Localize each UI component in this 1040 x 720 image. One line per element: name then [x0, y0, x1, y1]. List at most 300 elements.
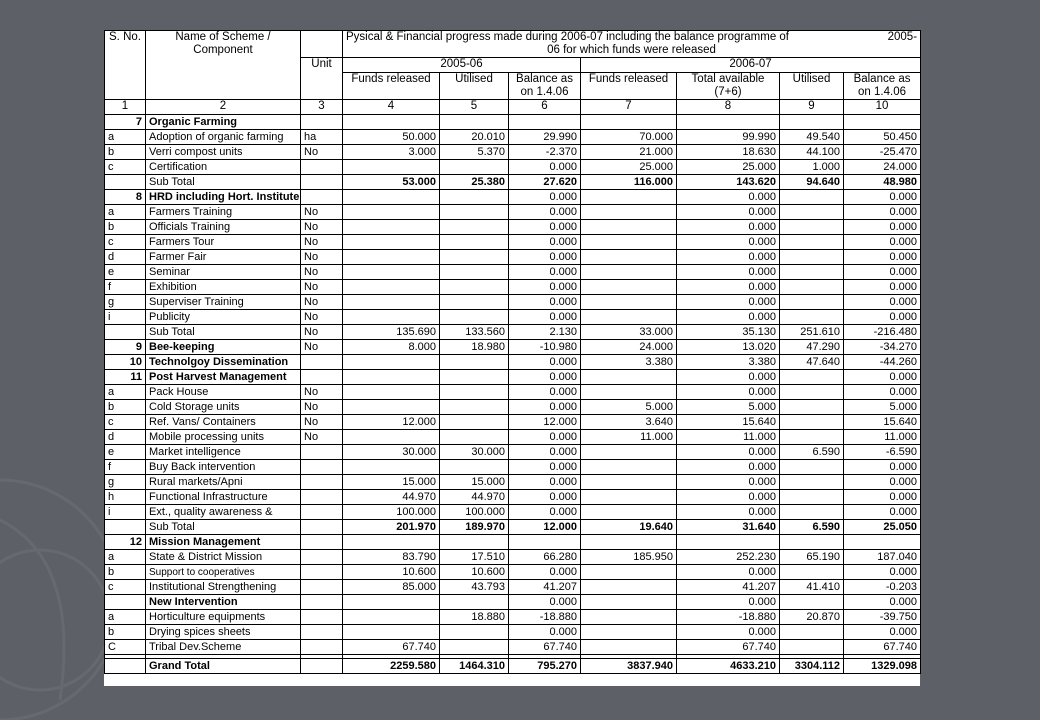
cell-scheme-name: Farmers Training: [146, 205, 301, 220]
table-row: [105, 535, 921, 550]
cell-scheme-name: Technolgoy Dissemination: [146, 355, 301, 370]
cell-value-col5: 20.010: [440, 130, 509, 145]
cell-value-col5: [440, 310, 509, 325]
cell-value-col10: -25.470: [844, 145, 921, 160]
cell-scheme-name: Market intelligence: [146, 445, 301, 460]
cell-value-col4: 100.000: [343, 505, 440, 520]
cell-sno: a: [105, 610, 146, 625]
cell-scheme-name: Ref. Vans/ Containers: [146, 415, 301, 430]
cell-value-col10: 0.000: [844, 490, 921, 505]
cell-value-col7: 19.640: [581, 520, 677, 535]
cell-value-col10: 0.000: [844, 370, 921, 385]
cell-unit: [301, 445, 343, 460]
cell-value-col6: 0.000: [509, 220, 581, 235]
cell-unit: No: [301, 265, 343, 280]
cell-value-col7: 70.000: [581, 130, 677, 145]
cell-value-col7: [581, 250, 677, 265]
table-row: [105, 625, 921, 640]
cell-value-col5: 30.000: [440, 445, 509, 460]
cell-sno: b: [105, 145, 146, 160]
colnum-2: 2: [146, 100, 301, 115]
cell-value-col9: [780, 640, 844, 655]
cell-value-col9: [780, 385, 844, 400]
table-row: [105, 355, 921, 370]
cell-value-col7: [581, 580, 677, 595]
cell-value-col9: [780, 430, 844, 445]
cell-sno: h: [105, 490, 146, 505]
cell-value-col8: 0.000: [677, 625, 780, 640]
cell-value-col10: -39.750: [844, 610, 921, 625]
cell-value-col6: 0.000: [509, 235, 581, 250]
cell-unit: [301, 595, 343, 610]
cell-value-col8: 0.000: [677, 565, 780, 580]
cell-value-col5: 5.370: [440, 145, 509, 160]
cell-value-col5: 10.600: [440, 565, 509, 580]
cell-value-col9: [780, 280, 844, 295]
cell-unit: [301, 580, 343, 595]
cell-value-col7: [581, 370, 677, 385]
cell-unit: [301, 475, 343, 490]
cell-value-col8: -18.880: [677, 610, 780, 625]
cell-sno: e: [105, 445, 146, 460]
cell-value-col10: 50.450: [844, 130, 921, 145]
cell-scheme-name: Exhibition: [146, 280, 301, 295]
cell-scheme-name: New Intervention: [146, 595, 301, 610]
cell-value-col6: 0.000: [509, 595, 581, 610]
cell-value-col10: 0.000: [844, 280, 921, 295]
cell-unit: No: [301, 295, 343, 310]
cell-value-col4: [343, 625, 440, 640]
table-row: [105, 475, 921, 490]
cell-value-col9: [780, 190, 844, 205]
cell-scheme-name: Adoption of organic farming: [146, 130, 301, 145]
table-row: [105, 265, 921, 280]
cell-sno: c: [105, 160, 146, 175]
cell-sno: b: [105, 625, 146, 640]
cell-value-col5: [440, 625, 509, 640]
cell-unit: [301, 175, 343, 190]
grand-total-label: Grand Total: [146, 659, 301, 674]
cell-value-col4: [343, 355, 440, 370]
cell-value-col9: 94.640: [780, 175, 844, 190]
cell-value-col5: 44.970: [440, 490, 509, 505]
cell-value-col7: [581, 610, 677, 625]
cell-value-col7: [581, 565, 677, 580]
cell-value-col6: 0.000: [509, 445, 581, 460]
colnum-7: 7: [581, 100, 677, 115]
cell-value-col8: 0.000: [677, 370, 780, 385]
cell-sno: e: [105, 265, 146, 280]
grand-total-row: [105, 659, 921, 674]
cell-value-col5: [440, 190, 509, 205]
cell-value-col5: 43.793: [440, 580, 509, 595]
cell-value-col10: 0.000: [844, 235, 921, 250]
cell-scheme-name: Mission Management: [146, 535, 301, 550]
cell-value-col9: 1.000: [780, 160, 844, 175]
cell-value-col5: [440, 400, 509, 415]
cell-scheme-name: Ext., quality awareness &: [146, 505, 301, 520]
cell-value-col4: [343, 460, 440, 475]
cell-value-col6: 0.000: [509, 280, 581, 295]
cell-value-col6: 12.000: [509, 520, 581, 535]
cell-value-col10: 0.000: [844, 310, 921, 325]
cell-unit: [301, 610, 343, 625]
cell-value-col4: 135.690: [343, 325, 440, 340]
cell-value-col7: 3.380: [581, 355, 677, 370]
cell-value-col9: 49.540: [780, 130, 844, 145]
cell-value-col5: 25.380: [440, 175, 509, 190]
cell-scheme-name: Buy Back intervention: [146, 460, 301, 475]
cell-scheme-name: Functional Infrastructure: [146, 490, 301, 505]
cell-unit: No: [301, 235, 343, 250]
cell-scheme-name: Sub Total: [146, 520, 301, 535]
table-row: [105, 565, 921, 580]
cell-value-col8: 0.000: [677, 205, 780, 220]
cell-value-col8: 41.207: [677, 580, 780, 595]
table-row: [105, 145, 921, 160]
table-row: [105, 580, 921, 595]
cell-value-col9: [780, 115, 844, 130]
cell-value-col7: 5.000: [581, 400, 677, 415]
cell-sno: 8: [105, 190, 146, 205]
cell-value-col4: [343, 430, 440, 445]
table-row: [105, 220, 921, 235]
cell-scheme-name: Support to cooperatives: [146, 565, 301, 580]
cell-value-col6: 0.000: [509, 625, 581, 640]
table-row: [105, 235, 921, 250]
table-row: [105, 445, 921, 460]
cell-scheme-name: Mobile processing units: [146, 430, 301, 445]
table-row: [105, 325, 921, 340]
colnum-5: 5: [440, 100, 509, 115]
cell-value-col4: [343, 190, 440, 205]
cell-value-col10: -6.590: [844, 445, 921, 460]
cell-scheme-name: Post Harvest Management: [146, 370, 301, 385]
cell-value-col4: [343, 385, 440, 400]
grand-total-col8: 4633.210: [677, 659, 780, 674]
grand-total-col7: 3837.940: [581, 659, 677, 674]
colnum-1: 1: [105, 100, 146, 115]
table-row: [105, 520, 921, 535]
cell-value-col8: 35.130: [677, 325, 780, 340]
spreadsheet-slide: [104, 30, 920, 686]
grand-total-col4: 2259.580: [343, 659, 440, 674]
cell-sno: 7: [105, 115, 146, 130]
cell-value-col5: 100.000: [440, 505, 509, 520]
cell-value-col10: -216.480: [844, 325, 921, 340]
cell-value-col5: [440, 160, 509, 175]
cell-unit: [301, 550, 343, 565]
cell-value-col6: 0.000: [509, 205, 581, 220]
cell-value-col9: [780, 490, 844, 505]
cell-value-col5: [440, 370, 509, 385]
cell-value-col8: 15.640: [677, 415, 780, 430]
cell-value-col6: [509, 535, 581, 550]
cell-sno: 12: [105, 535, 146, 550]
cell-value-col4: 15.000: [343, 475, 440, 490]
cell-value-col6: 0.000: [509, 460, 581, 475]
table-row: [105, 205, 921, 220]
table-row: [105, 370, 921, 385]
cell-value-col6: 67.740: [509, 640, 581, 655]
cell-value-col10: 0.000: [844, 625, 921, 640]
cell-unit: No: [301, 385, 343, 400]
cell-value-col5: [440, 295, 509, 310]
table-row: [105, 190, 921, 205]
cell-unit: [301, 115, 343, 130]
cell-value-col10: [844, 535, 921, 550]
year-2005-header: 2005-06: [343, 58, 581, 73]
col8-header: Total available (7+6): [677, 73, 780, 100]
cell-value-col6: 2.130: [509, 325, 581, 340]
cell-scheme-name: Drying spices sheets: [146, 625, 301, 640]
cell-value-col6: 0.000: [509, 385, 581, 400]
cell-value-col8: 0.000: [677, 505, 780, 520]
cell-value-col4: 83.790: [343, 550, 440, 565]
cell-value-col5: [440, 535, 509, 550]
cell-value-col8: [677, 535, 780, 550]
cell-value-col9: [780, 565, 844, 580]
cell-scheme-name: Publicity: [146, 310, 301, 325]
cell-unit: No: [301, 280, 343, 295]
cell-value-col10: -34.270: [844, 340, 921, 355]
cell-value-col6: 0.000: [509, 430, 581, 445]
cell-value-col5: [440, 430, 509, 445]
col5-header: Utilised: [440, 73, 509, 100]
cell-value-col6: 0.000: [509, 160, 581, 175]
cell-value-col10: 187.040: [844, 550, 921, 565]
cell-sno: g: [105, 295, 146, 310]
cell-value-col4: 3.000: [343, 145, 440, 160]
cell-value-col9: [780, 370, 844, 385]
cell-unit: ha: [301, 130, 343, 145]
cell-sno: [105, 659, 146, 674]
cell-value-col4: [343, 310, 440, 325]
cell-value-col5: [440, 460, 509, 475]
table-row: [105, 415, 921, 430]
cell-value-col9: [780, 535, 844, 550]
cell-value-col4: 12.000: [343, 415, 440, 430]
cell-value-col10: 67.740: [844, 640, 921, 655]
cell-value-col5: [440, 415, 509, 430]
table-row: [105, 610, 921, 625]
cell-sno: i: [105, 310, 146, 325]
cell-value-col9: [780, 265, 844, 280]
colnum-8: 8: [677, 100, 780, 115]
cell-value-col6: [509, 115, 581, 130]
cell-unit: [301, 505, 343, 520]
cell-value-col4: 10.600: [343, 565, 440, 580]
cell-unit: No: [301, 430, 343, 445]
cell-value-col4: [343, 205, 440, 220]
cell-value-col9: [780, 250, 844, 265]
col4-header: Funds released: [343, 73, 440, 100]
cell-scheme-name: Seminar: [146, 265, 301, 280]
cell-scheme-name: Sub Total: [146, 175, 301, 190]
grand-total-col9: 3304.112: [780, 659, 844, 674]
cell-unit: [301, 520, 343, 535]
cell-unit: No: [301, 340, 343, 355]
cell-value-col8: 0.000: [677, 220, 780, 235]
table-row: [105, 175, 921, 190]
cell-value-col9: [780, 595, 844, 610]
cell-value-col6: -2.370: [509, 145, 581, 160]
cell-value-col5: [440, 385, 509, 400]
cell-sno: d: [105, 430, 146, 445]
cell-scheme-name: Certification: [146, 160, 301, 175]
cell-value-col7: [581, 280, 677, 295]
cell-value-col9: 6.590: [780, 445, 844, 460]
cell-value-col6: 0.000: [509, 475, 581, 490]
cell-value-col8: 67.740: [677, 640, 780, 655]
cell-unit: [301, 190, 343, 205]
table-row: [105, 550, 921, 565]
cell-unit: [301, 490, 343, 505]
cell-value-col9: 65.190: [780, 550, 844, 565]
colnum-9: 9: [780, 100, 844, 115]
cell-value-col5: 133.560: [440, 325, 509, 340]
cell-value-col5: 18.880: [440, 610, 509, 625]
cell-value-col10: 0.000: [844, 385, 921, 400]
cell-value-col8: 25.000: [677, 160, 780, 175]
cell-value-col7: [581, 190, 677, 205]
cell-unit: No: [301, 400, 343, 415]
colnum-10: 10: [844, 100, 921, 115]
cell-value-col6: 0.000: [509, 490, 581, 505]
cell-value-col4: [343, 160, 440, 175]
cell-scheme-name: Farmer Fair: [146, 250, 301, 265]
col7-header: Funds released: [581, 73, 677, 100]
table-row: [105, 340, 921, 355]
cell-unit: [301, 565, 343, 580]
cell-value-col8: 0.000: [677, 475, 780, 490]
cell-scheme-name: Bee-keeping: [146, 340, 301, 355]
cell-value-col4: [343, 250, 440, 265]
cell-sno: [105, 325, 146, 340]
cell-sno: [105, 175, 146, 190]
cell-scheme-name: Pack House: [146, 385, 301, 400]
cell-unit: [301, 659, 343, 674]
cell-scheme-name: State & District Mission: [146, 550, 301, 565]
cell-value-col4: [343, 370, 440, 385]
cell-value-col7: [581, 310, 677, 325]
cell-value-col6: 41.207: [509, 580, 581, 595]
cell-value-col10: 24.000: [844, 160, 921, 175]
cell-sno: b: [105, 400, 146, 415]
cell-value-col8: 18.630: [677, 145, 780, 160]
cell-value-col4: [343, 115, 440, 130]
cell-unit: No: [301, 310, 343, 325]
cell-value-col6: 0.000: [509, 295, 581, 310]
cell-sno: g: [105, 475, 146, 490]
cell-value-col9: 41.410: [780, 580, 844, 595]
table-row: [105, 505, 921, 520]
cell-value-col6: 66.280: [509, 550, 581, 565]
cell-sno: i: [105, 505, 146, 520]
cell-value-col4: [343, 535, 440, 550]
cell-value-col6: 12.000: [509, 415, 581, 430]
cell-value-col8: 0.000: [677, 250, 780, 265]
cell-value-col8: 0.000: [677, 190, 780, 205]
cell-value-col10: 48.980: [844, 175, 921, 190]
cell-value-col4: [343, 595, 440, 610]
cell-value-col9: 6.590: [780, 520, 844, 535]
cell-value-col5: 17.510: [440, 550, 509, 565]
cell-unit: [301, 535, 343, 550]
cell-sno: c: [105, 580, 146, 595]
cell-value-col8: 0.000: [677, 490, 780, 505]
cell-value-col4: [343, 280, 440, 295]
cell-value-col8: 252.230: [677, 550, 780, 565]
cell-value-col4: 44.970: [343, 490, 440, 505]
cell-sno: b: [105, 565, 146, 580]
cell-value-col10: 0.000: [844, 475, 921, 490]
cell-value-col6: 0.000: [509, 355, 581, 370]
header-row-1: [105, 31, 921, 58]
cell-sno: a: [105, 550, 146, 565]
cell-scheme-name: Superviser Training: [146, 295, 301, 310]
cell-scheme-name: HRD including Hort. Institute: [146, 190, 301, 205]
cell-value-col7: [581, 385, 677, 400]
cell-value-col5: [440, 280, 509, 295]
cell-value-col6: 0.000: [509, 250, 581, 265]
cell-sno: d: [105, 250, 146, 265]
cell-value-col6: 0.000: [509, 265, 581, 280]
cell-scheme-name: Institutional Strengthening: [146, 580, 301, 595]
cell-value-col6: 0.000: [509, 370, 581, 385]
cell-value-col5: [440, 235, 509, 250]
cell-value-col7: 21.000: [581, 145, 677, 160]
cell-value-col5: 18.980: [440, 340, 509, 355]
cell-value-col10: [844, 115, 921, 130]
cell-value-col10: 15.640: [844, 415, 921, 430]
cell-value-col8: 31.640: [677, 520, 780, 535]
cell-unit: [301, 625, 343, 640]
cell-value-col7: 116.000: [581, 175, 677, 190]
cell-value-col7: [581, 295, 677, 310]
cell-value-col4: [343, 400, 440, 415]
cell-value-col8: 0.000: [677, 460, 780, 475]
cell-value-col7: [581, 115, 677, 130]
cell-value-col10: 0.000: [844, 250, 921, 265]
cell-value-col5: [440, 205, 509, 220]
cell-unit: No: [301, 145, 343, 160]
cell-value-col8: 99.990: [677, 130, 780, 145]
cell-value-col10: -0.203: [844, 580, 921, 595]
cell-value-col7: 3.640: [581, 415, 677, 430]
table-row: [105, 295, 921, 310]
cell-sno: 11: [105, 370, 146, 385]
cell-value-col6: 0.000: [509, 310, 581, 325]
cell-value-col4: [343, 295, 440, 310]
table-row: [105, 640, 921, 655]
col-name-header: Name of Scheme / Component: [146, 31, 301, 100]
cell-value-col8: 5.000: [677, 400, 780, 415]
col6-header: Balance as on 1.4.06: [509, 73, 581, 100]
cell-value-col7: [581, 220, 677, 235]
cell-unit: No: [301, 250, 343, 265]
cell-value-col7: 24.000: [581, 340, 677, 355]
cell-value-col8: 0.000: [677, 235, 780, 250]
cell-value-col7: [581, 595, 677, 610]
table-row: [105, 130, 921, 145]
cell-value-col4: 50.000: [343, 130, 440, 145]
cell-value-col8: [677, 115, 780, 130]
grand-total-col6: 795.270: [509, 659, 581, 674]
column-number-row: [105, 100, 921, 115]
cell-value-col9: [780, 220, 844, 235]
cell-value-col6: 27.620: [509, 175, 581, 190]
